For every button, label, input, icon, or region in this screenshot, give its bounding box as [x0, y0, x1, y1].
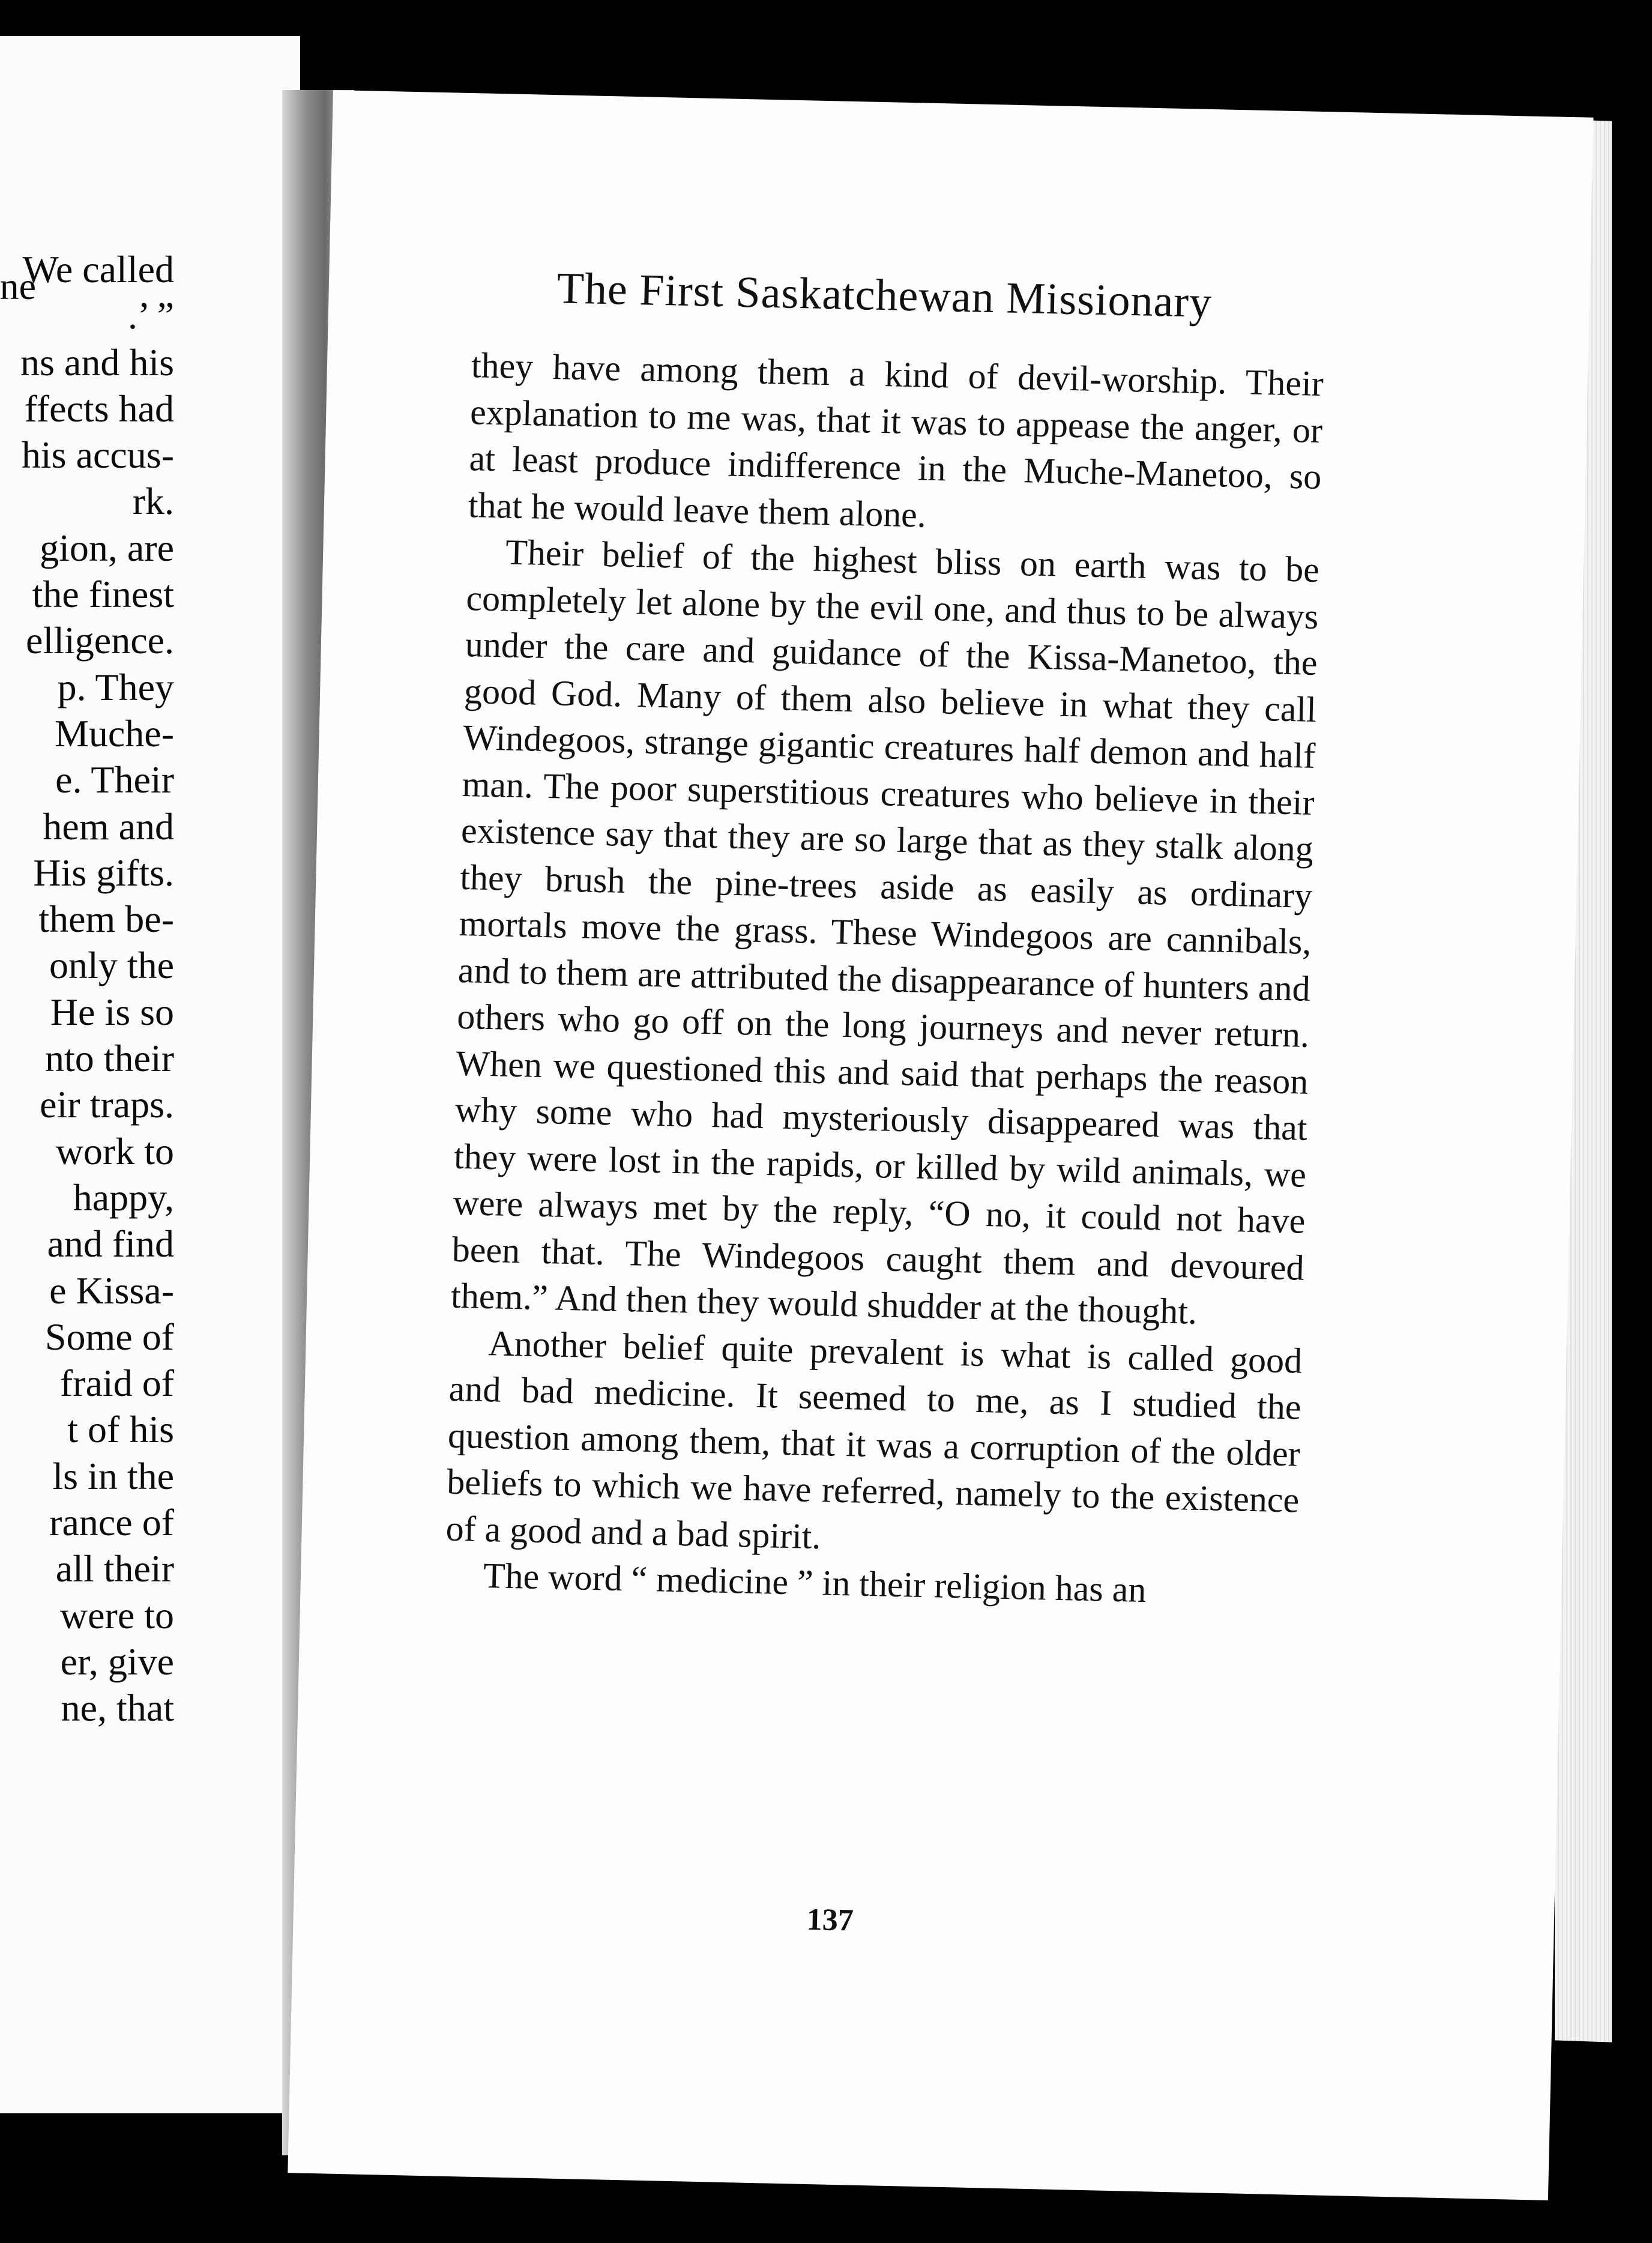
left-page-line: happy, [73, 1176, 174, 1219]
left-page-line: fraid of [59, 1362, 174, 1405]
left-page-line: t of his [67, 1408, 174, 1451]
left-page-line: hem and [43, 805, 174, 848]
left-page-line: the finest [32, 573, 174, 616]
left-page-line: e. Their [55, 758, 174, 802]
left-page-line: work to [55, 1129, 174, 1173]
left-page-line: Some of [44, 1315, 174, 1358]
right-page [288, 90, 1593, 2200]
left-page-line: ns and his [20, 340, 174, 384]
left-page-line: ls in the [52, 1454, 174, 1497]
left-page-line: and find [47, 1222, 174, 1266]
left-page-line: elligence. [26, 619, 174, 662]
left-page-line: We called [22, 248, 174, 291]
left-page-line: eir traps. [40, 1083, 174, 1126]
body-text [444, 342, 1324, 1617]
paragraph: Another belief quite prevalent is what is called good and bad medicine. It seemed to me, as I studied the question among them, that it was a corruption of the older beliefs to which we have referred, namely to the existence of a good and a bad spirit. [445, 1323, 1303, 1556]
left-page-line: ne, that [61, 1686, 174, 1730]
paragraph: they have among them a kind of devil-worship. Their explanation to me was, that it was to appease the anger, or at least produce indifference in the Muche-Manetoo, so that he would leave them alone. [468, 345, 1324, 535]
left-page [0, 36, 300, 2113]
left-page-line: He is so [50, 990, 174, 1033]
left-page-line: er, give [60, 1640, 174, 1683]
left-page-line: nto their [44, 1037, 174, 1080]
running-head: The First Saskatchewan Missionary [556, 264, 1213, 328]
paragraph: Their belief of the highest bliss on earth was to be completely let alone by the evil one, and thus to be always under the care and guidance of the Kissa-Manetoo, the good God. Many of them also believe in what they call Windegoos, strange gigantic creatures half demon and half man. The poor superstitious creatures who believe in their existence say that they are so large that as they stalk along they brush the pine-trees aside as easily as ordinary mortals move the grass. These Windegoos are cannibals, and to them are attributed the disappearance of hunters and others who go off on the long journeys and never return. When we questioned this and said that perhaps the reason why some who had mysteriously disappeared was that they were lost in the rapids, or killed by wild animals, we were always met by the reply, “O no, it could not have been that. The Windegoos caught them and devoured them.” And then they would shudder at the thought. [450, 532, 1320, 1332]
left-page-text [20, 246, 174, 1731]
left-page-line: them be- [38, 898, 174, 941]
left-page-line: p. They [57, 665, 174, 708]
left-page-line: gion, are [40, 526, 174, 569]
paragraph: The word “ medicine ” in their religion has an [483, 1556, 1147, 1610]
left-page-line: rk. [132, 480, 174, 523]
left-page-line: rance of [49, 1501, 174, 1544]
left-page-line: ffects had [24, 387, 174, 430]
left-running-head-fragment: ne [0, 265, 36, 307]
left-page-line: were to [59, 1593, 174, 1637]
left-page-line: e Kissa- [49, 1269, 174, 1312]
left-page-line: His gifts. [33, 851, 174, 894]
page-number: 137 [806, 1902, 854, 1938]
left-page-line: his accus- [21, 433, 174, 477]
left-page-line: Muche- [54, 711, 174, 755]
left-page-line: only the [49, 944, 174, 987]
left-page-line: all their [55, 1547, 174, 1590]
left-page-line: .’ ” [128, 294, 174, 337]
